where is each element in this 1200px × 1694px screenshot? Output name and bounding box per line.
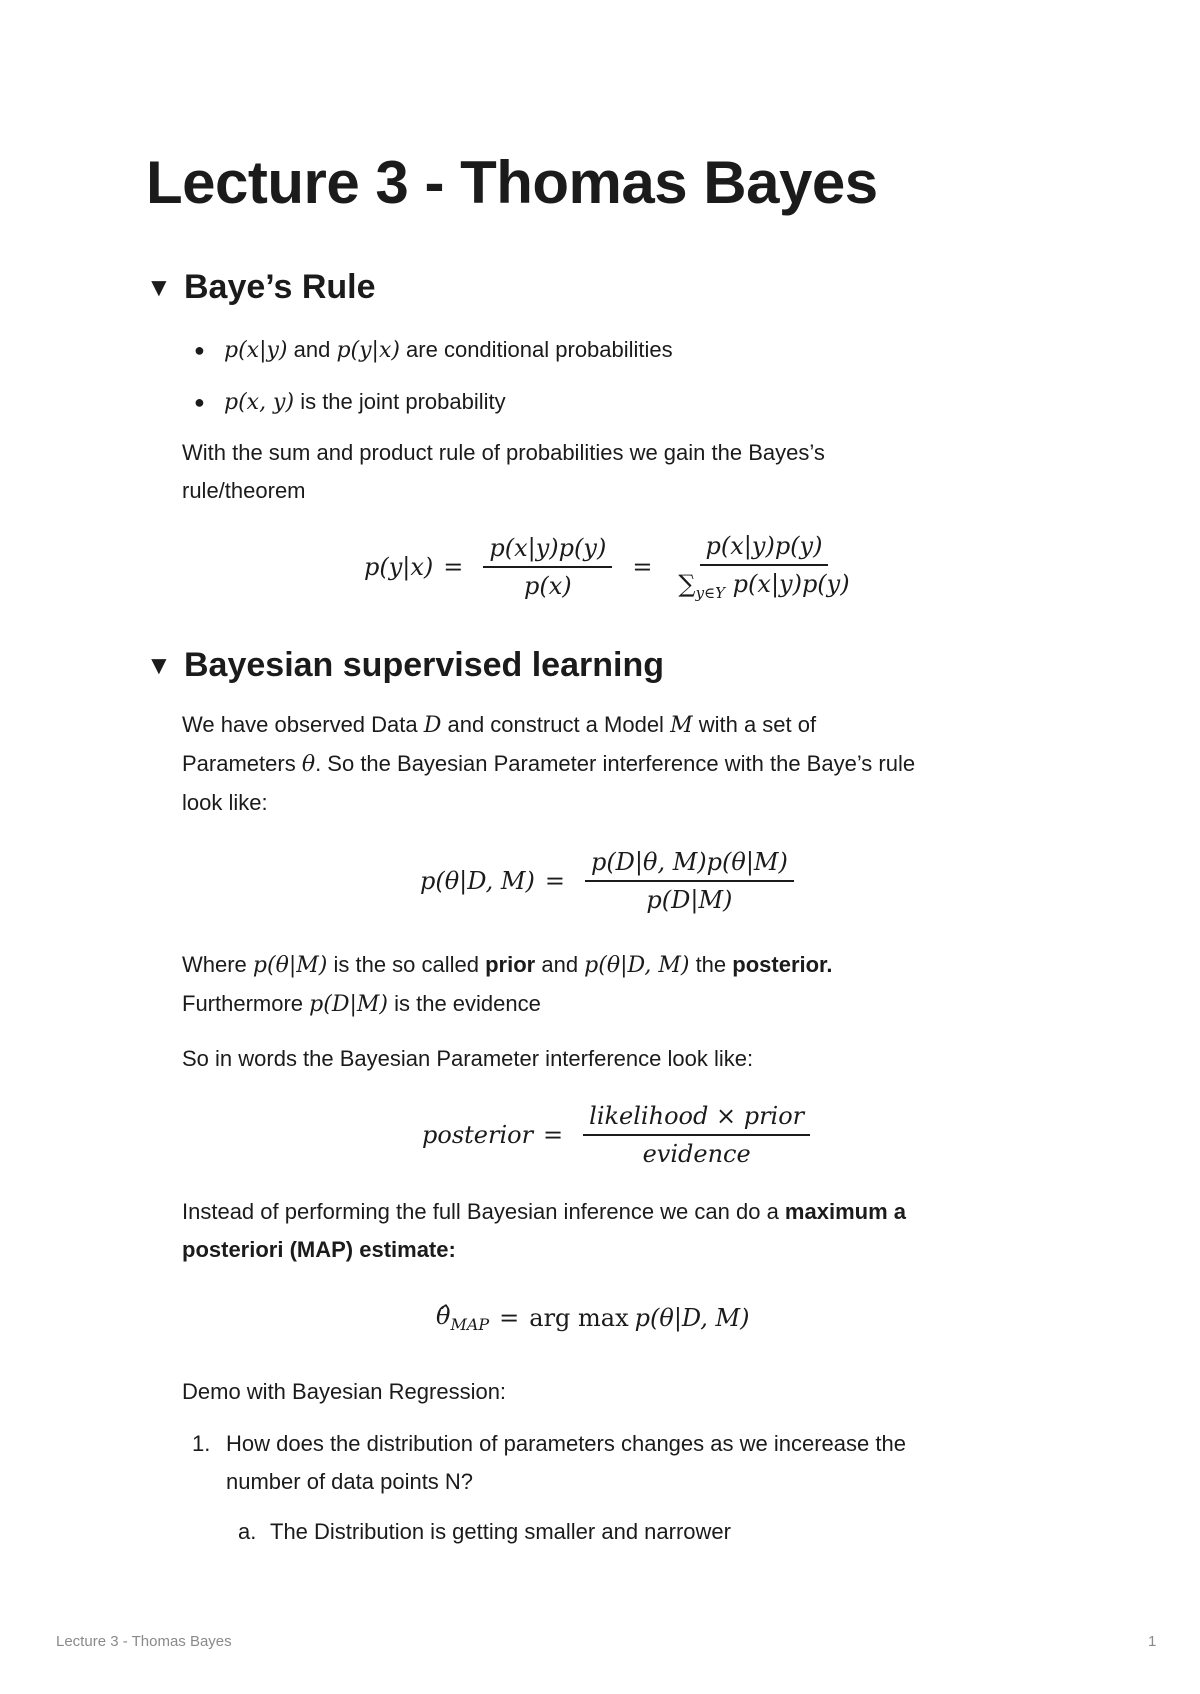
toggle-heading-bayes-rule[interactable]	[146, 268, 376, 307]
math-inline: p(x|y)	[224, 338, 288, 363]
list-item: The Distribution is getting smaller and narrower	[270, 1519, 731, 1544]
paragraph: Where p(θ|M) is the so called prior and p(θ|D, M) the posterior. Furthermore p(D|M) is the evidence	[182, 952, 833, 1017]
math-inline: p(x, y)	[224, 390, 295, 415]
equation-parameter-inference: p(θ|D, M) = $\frac{p(D|\theta, M)p(\theta|M)}{p(D|M)}$	[420, 848, 804, 914]
fraction: $\frac{p(D|\theta, M)p(\theta|M)}{p(D|M)}$	[585, 848, 794, 914]
toggle-triangle-icon[interactable]: ▼	[146, 272, 172, 302]
equation-posterior-words: posterior = $\frac{\text{likelihood × prior}}{\text{evidence}}$	[422, 1102, 820, 1168]
fraction: $\frac{\text{likelihood × prior}}{\text{evidence}}$	[583, 1102, 810, 1168]
equation-map-estimate: $\thetâ_{MAP}$ = arg max p(θ|D, M)	[436, 1302, 750, 1334]
list-item: How does the distribution of parameters changes as we incerease the number of data points N?	[226, 1431, 906, 1494]
paragraph: We have observed Data D and construct a Model M with a set of Parameters θ. So the Bayesian Parameter interference with the Baye’s rule look like:	[182, 712, 916, 815]
page-title: Lecture 3 - Thomas Bayes	[146, 149, 878, 216]
page-number: 1	[1148, 1633, 1157, 1650]
equation-bayes-rule: p(y|x) = $\frac{p(x|y)p(y)}{p(x)}$ = $\frac{p(x|y)p(y)}{\sum_{y\in Y} p(x|y)p(y)}$	[364, 532, 866, 602]
list-letter: a.	[238, 1519, 257, 1544]
fraction: $\frac{p(x|y)p(y)}{\sum_{y\in Y} p(x|y)p(y)}$	[678, 532, 850, 602]
paragraph: Demo with Bayesian Regression:	[182, 1379, 507, 1404]
bullet-icon: ●	[194, 340, 205, 360]
bullet-icon: ●	[194, 392, 205, 412]
paragraph: So in words the Bayesian Parameter interference look like:	[182, 1046, 754, 1071]
section-heading-text: Bayesian supervised learning	[184, 646, 664, 684]
list-number: 1.	[192, 1431, 211, 1456]
math-inline: p(y|x)	[336, 338, 400, 363]
toggle-heading-bayesian-supervised-learning[interactable]	[146, 646, 664, 685]
footer-title: Lecture 3 - Thomas Bayes	[56, 1633, 232, 1650]
fraction: $\frac{p(x|y)p(y)}{p(x)}$	[483, 534, 612, 600]
paragraph: With the sum and product rule of probabilities we gain the Bayes’s rule/theorem	[182, 440, 825, 503]
section-heading-text: Baye’s Rule	[184, 268, 376, 306]
paragraph: Instead of performing the full Bayesian inference we can do a maximum a posteriori (MAP) estimate:	[182, 1199, 906, 1262]
toggle-triangle-icon[interactable]: ▼	[146, 650, 172, 680]
